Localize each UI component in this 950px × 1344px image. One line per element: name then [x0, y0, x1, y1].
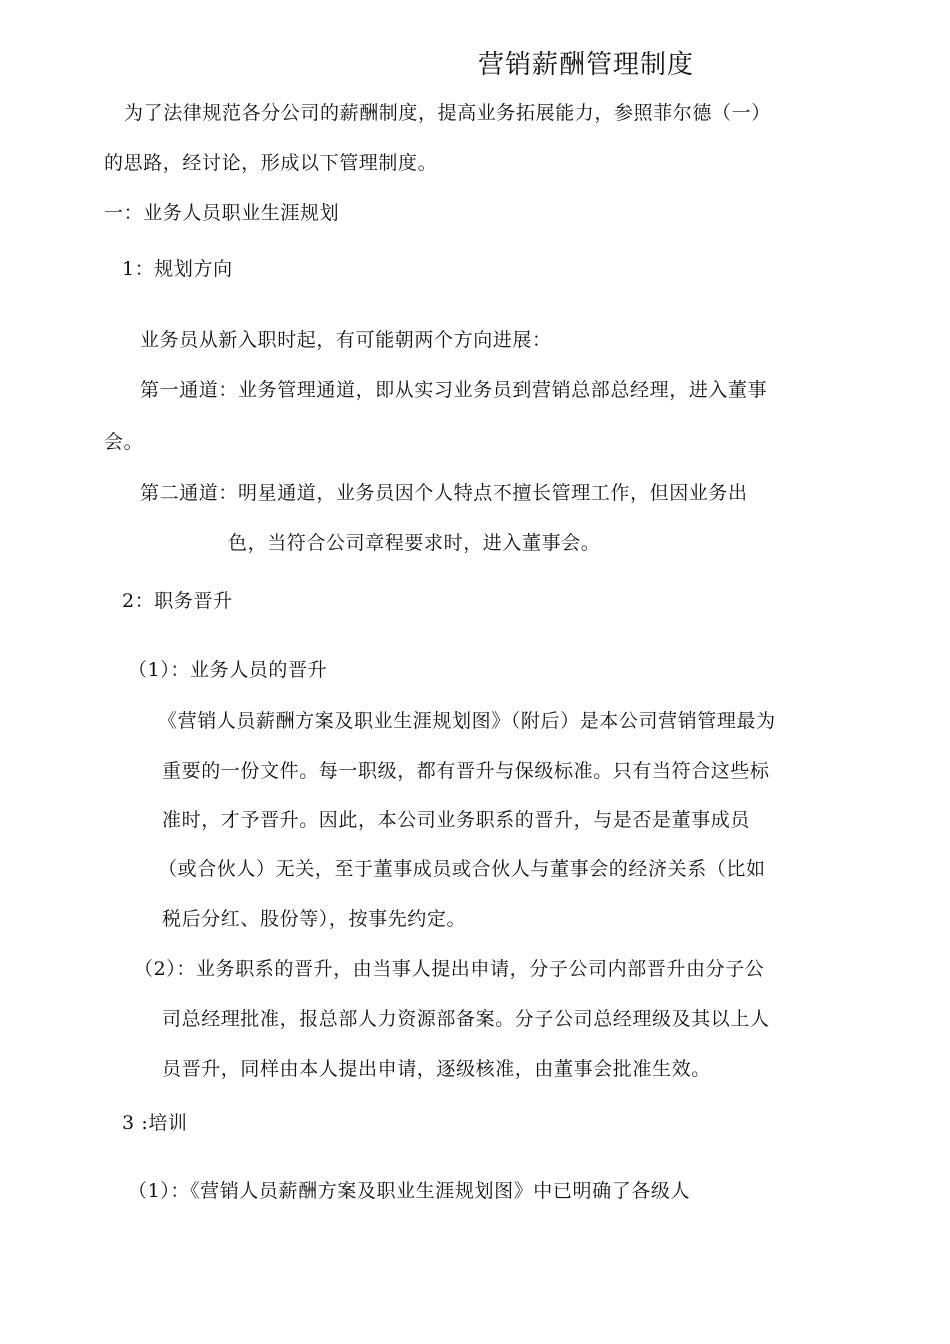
item-1-heading: （1）：业务人员的晋升 — [128, 659, 328, 681]
item-1-line-2: 重要的一份文件。每一职级，都有晋升与保级标准。只有当符合这些标 — [162, 760, 770, 782]
intro-line-2: 的思路，经讨论，形成以下管理制度。 — [104, 152, 438, 174]
subsection-3-heading: 3 :培训 — [122, 1112, 188, 1134]
channel-2-line-2: 色，当符合公司章程要求时，进入董事会。 — [228, 532, 601, 554]
training-item-1-line-1: （1）：《营销人员薪酬方案及职业生涯规划图》中已明确了各级人 — [128, 1180, 691, 1202]
item-1-line-3: 准时，才予晋升。因此，本公司业务职系的晋升，与是否是董事成员 — [162, 809, 751, 831]
channel-1-line-1: 第一通道：业务管理通道，即从实习业务员到营销总部总经理，进入董事 — [140, 379, 768, 401]
paragraph-directions: 业务员从新入职时起，有可能朝两个方向进展： — [140, 329, 552, 351]
item-1-line-4: （或合伙人）无关，至于董事成员或合伙人与董事会的经济关系（比如 — [158, 858, 766, 880]
document-title: 营销薪酬管理制度 — [478, 50, 695, 80]
item-1-line-1: 《营销人员薪酬方案及职业生涯规划图》（附后）是本公司营销管理最为 — [158, 710, 776, 732]
item-1-line-5: 税后分红、股份等），按事先约定。 — [162, 908, 467, 930]
section-1-heading: 一：业务人员职业生涯规划 — [104, 202, 340, 224]
item-2-line-3: 员晋升，同样由本人提出申请，逐级核准，由董事会批准生效。 — [162, 1058, 711, 1080]
subsection-1-heading: 1：规划方向 — [122, 258, 233, 280]
channel-2-line-1: 第二通道：明星通道，业务员因个人特点不擅长管理工作，但因业务出 — [140, 482, 748, 504]
channel-1-line-2: 会。 — [104, 431, 144, 453]
item-2-line-2: 司总经理批准，报总部人力资源部备案。分子公司总经理级及其以上人 — [162, 1008, 770, 1030]
item-2-line-1: （2）：业务职系的晋升，由当事人提出申请，分子公司内部晋升由分子公 — [134, 958, 765, 980]
intro-line-1: 为了法律规范各分公司的薪酬制度，提高业务拓展能力，参照菲尔德（一） — [124, 102, 771, 124]
subsection-2-heading: 2：职务晋升 — [122, 590, 233, 612]
